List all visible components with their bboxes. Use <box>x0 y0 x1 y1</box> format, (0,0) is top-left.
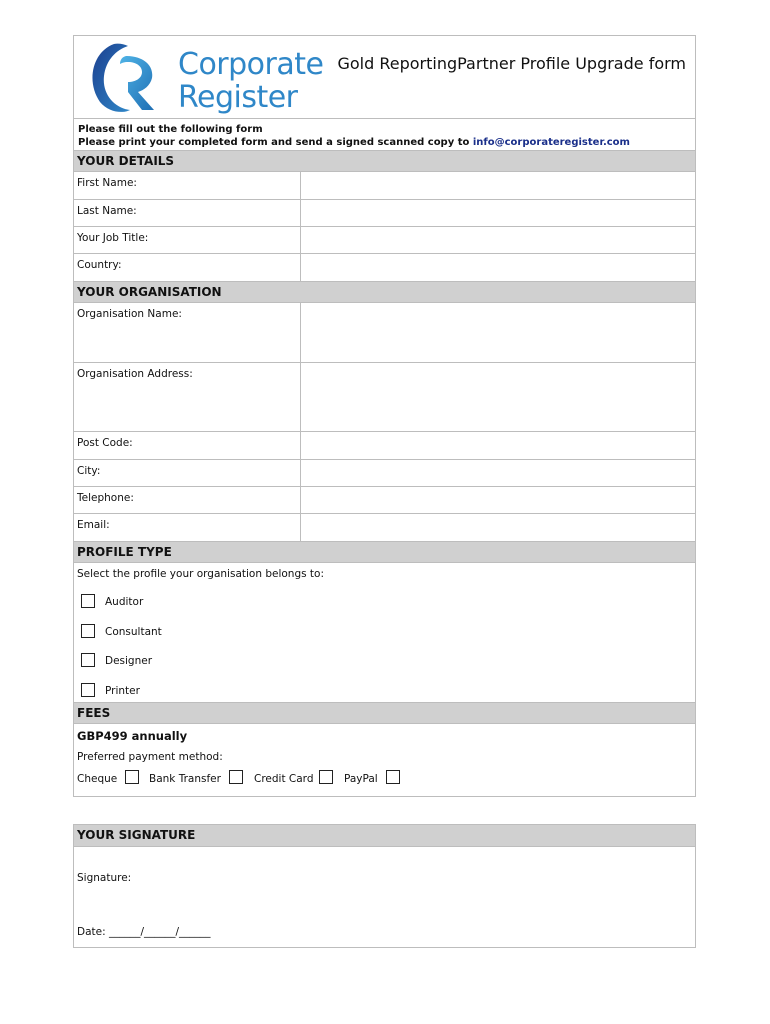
last-name-field[interactable] <box>300 200 695 226</box>
auditor-checkbox[interactable] <box>81 594 95 608</box>
country-label: Country: <box>77 259 122 271</box>
telephone-label: Telephone: <box>77 492 134 504</box>
section-your-details <box>74 150 695 172</box>
form-row-telephone <box>74 487 695 514</box>
instruction-line-2 <box>78 136 630 149</box>
section-heading: YOUR SIGNATURE <box>77 828 196 842</box>
section-your-signature <box>74 825 695 847</box>
form-row-country <box>74 254 695 281</box>
printer-label: Printer <box>105 685 140 697</box>
last-name-label: Last Name: <box>77 205 137 217</box>
section-heading: YOUR ORGANISATION <box>77 285 222 299</box>
consultant-label: Consultant <box>105 626 162 638</box>
section-heading: PROFILE TYPE <box>77 545 172 559</box>
job-title-field[interactable] <box>300 227 695 253</box>
consultant-checkbox[interactable] <box>81 624 95 638</box>
section-fees <box>74 702 695 724</box>
logo-line-1: Corporate <box>178 47 324 82</box>
form-row-organisation-address <box>74 363 695 432</box>
form-row-job-title <box>74 227 695 254</box>
telephone-field[interactable] <box>300 487 695 513</box>
post-code-label: Post Code: <box>77 437 133 449</box>
organisation-address-label: Organisation Address: <box>77 368 193 380</box>
cheque-checkbox[interactable] <box>125 770 139 784</box>
form-title: Gold ReportingPartner Profile Upgrade form <box>337 54 686 73</box>
form-row-email <box>74 514 695 541</box>
logo-wordmark <box>178 48 323 114</box>
form-sheet <box>73 35 696 797</box>
logo-line-2: Register <box>178 80 298 115</box>
date-label: Date: ______/______/______ <box>77 926 211 938</box>
designer-label: Designer <box>105 655 153 667</box>
post-code-field[interactable] <box>300 432 695 459</box>
section-profile-type <box>74 541 695 563</box>
city-field[interactable] <box>300 460 695 486</box>
instructions <box>78 123 630 149</box>
job-title-label: Your Job Title: <box>77 232 149 244</box>
form-row-post-code <box>74 432 695 460</box>
credit-card-checkbox[interactable] <box>319 770 333 784</box>
logo-mark-icon <box>84 42 164 114</box>
payment-method-prompt: Preferred payment method: <box>77 751 223 763</box>
header-divider <box>74 118 695 119</box>
printer-checkbox[interactable] <box>81 683 95 697</box>
section-your-organisation <box>74 281 695 303</box>
corporate-register-logo <box>84 42 324 116</box>
form-row-last-name <box>74 200 695 227</box>
signature-sheet <box>73 824 696 948</box>
instruction-line-1: Please fill out the following form <box>78 124 263 135</box>
email-field[interactable] <box>300 514 695 541</box>
form-row-organisation-name <box>74 303 695 363</box>
bank-transfer-checkbox[interactable] <box>229 770 243 784</box>
fee-amount: GBP499 annually <box>77 729 188 743</box>
first-name-field[interactable] <box>300 172 695 199</box>
instruction-line-2-text: Please print your completed form and send a signed scanned copy to <box>78 137 473 148</box>
designer-checkbox[interactable] <box>81 653 95 667</box>
city-label: City: <box>77 465 101 477</box>
form-row-city <box>74 460 695 487</box>
organisation-address-field[interactable] <box>300 363 695 431</box>
paypal-label: PayPal <box>344 773 378 785</box>
email-label: Email: <box>77 519 110 531</box>
bank-transfer-label: Bank Transfer <box>149 773 221 785</box>
signature-label: Signature: <box>77 872 132 884</box>
auditor-label: Auditor <box>105 596 144 608</box>
organisation-name-label: Organisation Name: <box>77 308 182 320</box>
form-row-first-name <box>74 172 695 200</box>
paypal-checkbox[interactable] <box>386 770 400 784</box>
first-name-label: First Name: <box>77 177 137 189</box>
cheque-label: Cheque <box>77 773 118 785</box>
section-heading: FEES <box>77 706 111 720</box>
section-heading: YOUR DETAILS <box>77 154 175 168</box>
credit-card-label: Credit Card <box>254 773 314 785</box>
country-field[interactable] <box>300 254 695 281</box>
profile-type-prompt: Select the profile your organisation belongs to: <box>77 568 325 580</box>
instruction-email-link[interactable]: info@corporateregister.com <box>472 137 630 148</box>
organisation-name-field[interactable] <box>300 303 695 362</box>
